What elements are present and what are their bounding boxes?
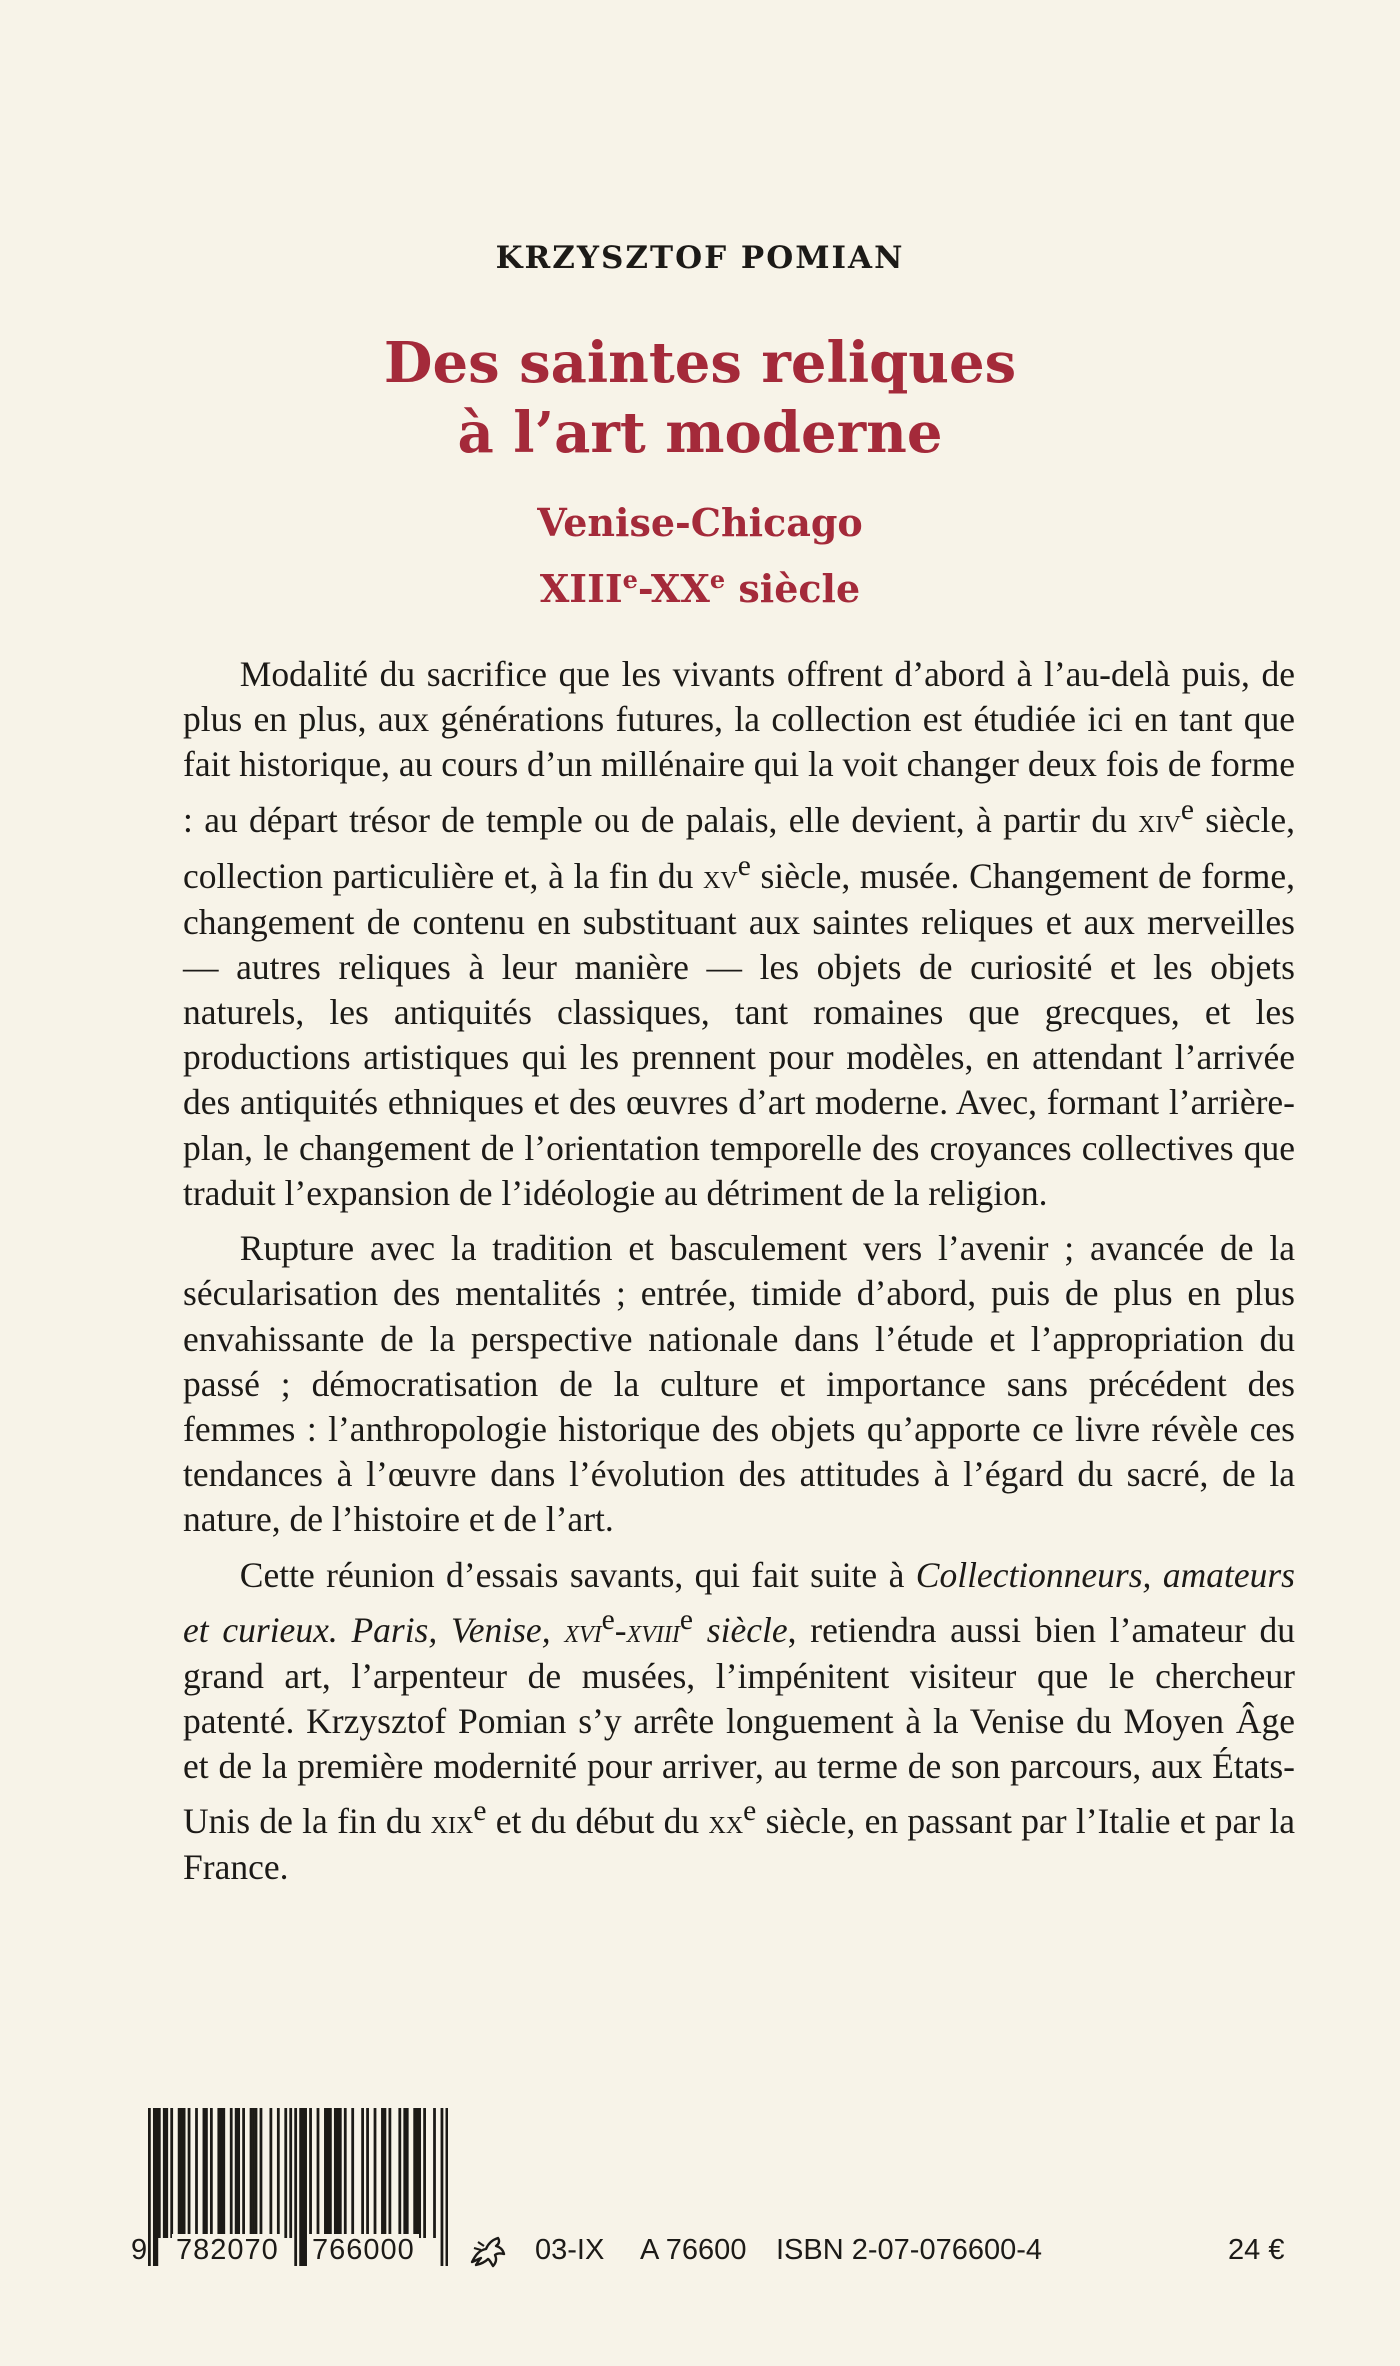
barcode-bar [195, 2108, 198, 2238]
subtitle [0, 490, 1400, 622]
barcode-bar [416, 2108, 419, 2238]
blurb-paragraph-3: Cette réunion d’essais savants, qui fait suite à Collectionneurs, amateurs et curieux. Paris, Venise, xvi$^e$-xviii$^e$ siècle, retiendra aussi bien l’amateur du grand art, l’arpenteur de musées, l’impénitent visiteur que le chercheur patenté. Krzysztof Pomian s’y arrête longuement à la Venise du Moyen Âge et de la première modernité pour arriver, au terme de son parcours, aux États-Unis de la fin du xix$^e$ et du début du $xx^e$ siècle, en passant par l’Italie et par la France. [183, 1554, 1296, 1888]
barcode-bar [230, 2108, 233, 2238]
title-line-2: à l’art moderne [457, 400, 943, 466]
barcode-bar [406, 2108, 409, 2238]
barcode-digit-group-1: 782070 [172, 2234, 283, 2267]
barcode-bar [222, 2108, 225, 2238]
barcode-bar [423, 2108, 426, 2238]
blurb-paragraph-1: Modalité du sacrifice que les vivants offrent d’abord à l’au-delà puis, de plus en plus, aux générations futures, la collection est étudiée ici en tant que fait historique, au cours d’un millénaire qui la voit changer deux fois de forme : au départ trésor de temple ou de palais, elle devient, à partir du xiv$^e$ siècle, collection particulière et, à la fin du $xv^e$ siècle, musée. Changement de forme, changement de contenu en substituant aux saintes reliques et aux merveilles — autres reliques à leur manière — les objets de curiosité et les objets naturels, les antiquités classiques, tant romaines que grecques, et les productions artistiques qui les prennent pour modèles, en attendant l’arrivée des antiquités ethniques et des œuvres d’art moderne. Avec, formant l’arrière-plan, le changement de l’orientation temporelle des croyances collectives que traduit l’expansion de l’idéologie au détriment de la religion. [183, 654, 1295, 1213]
barcode-bar [277, 2108, 280, 2238]
barcode-bar [242, 2108, 245, 2238]
barcode-bar [413, 2108, 416, 2238]
barcode-bar [163, 2108, 166, 2238]
barcode-bar [329, 2108, 332, 2238]
barcode-bar [217, 2108, 220, 2238]
barcode-bar [284, 2108, 287, 2238]
barcode-bar [203, 2108, 206, 2238]
barcode-bar [334, 2108, 337, 2238]
barcode-bar [183, 2108, 186, 2238]
barcode-bar [289, 2108, 292, 2238]
catalog-code: 03-IX [535, 2234, 605, 2266]
barcode-bar [250, 2108, 253, 2238]
leaping-horse-logo-icon [468, 2232, 508, 2270]
barcode-bar [188, 2108, 191, 2238]
barcode-bar [252, 2108, 255, 2238]
barcode-bar [269, 2108, 272, 2238]
barcode-bar [205, 2108, 208, 2238]
barcode-bar [170, 2108, 173, 2238]
barcode-bar [317, 2108, 320, 2238]
barcode-bar [309, 2108, 312, 2238]
barcode-bar [180, 2108, 183, 2238]
barcode-bar [235, 2108, 238, 2238]
barcode-bar [384, 2108, 387, 2238]
barcode-bar [165, 2108, 168, 2238]
barcode-bar [361, 2108, 364, 2238]
book-title [0, 328, 1400, 468]
barcode-bar [381, 2108, 384, 2238]
subtitle-centuries: XIIIe-XXe siècle [539, 565, 861, 611]
barcode-bar [398, 2108, 401, 2238]
barcode-digit-first: 9 [131, 2234, 148, 2266]
barcode-bar [366, 2108, 369, 2238]
barcode-bar [339, 2108, 342, 2238]
barcode-bar [255, 2108, 258, 2238]
catalog-number: A 76600 [640, 2234, 747, 2266]
isbn: ISBN 2-07-076600-4 [776, 2234, 1042, 2266]
blurb-paragraph-2: Rupture avec la tradition et basculement vers l’avenir ; avancée de la sécularisation des mentalités ; entrée, timide d’abord, puis de plus en plus envahissante de la perspective nationale dans l’étude et l’appropriation du passé ; démocratisation de la culture et importance sans précédent des femmes : l’anthropologie historique des objets qu’apporte ce livre révèle ces tendances à l’œuvre dans l’évolution des attitudes à l’égard du sacré, de la nature, de l’histoire et de l’art. [183, 1228, 1295, 1540]
barcode-bar [220, 2108, 223, 2238]
barcode-bar [327, 2108, 330, 2238]
barcode-bar [237, 2108, 240, 2238]
barcode-bar [374, 2108, 377, 2238]
barcode-bar [351, 2108, 354, 2238]
barcode-bar [433, 2108, 436, 2238]
barcode-bar [336, 2108, 339, 2238]
author-name: KRZYSZTOF POMIAN [495, 240, 905, 276]
barcode-bar [178, 2108, 181, 2238]
barcode-bar [389, 2108, 392, 2238]
barcode-bar [324, 2108, 327, 2238]
barcode-bar [158, 2108, 161, 2238]
barcode-digit-group-2: 766000 [308, 2234, 419, 2267]
subtitle-place: Venise-Chicago [537, 500, 863, 545]
title-line-1: Des saintes reliques [383, 330, 1017, 396]
barcode-bar [210, 2108, 213, 2238]
blurb-text [183, 652, 1295, 1901]
price: 24 € [1228, 2234, 1285, 2266]
barcode-bar [403, 2108, 406, 2238]
barcode-bar [260, 2108, 263, 2238]
barcode-bar [344, 2108, 347, 2238]
barcode-bar [418, 2108, 421, 2238]
